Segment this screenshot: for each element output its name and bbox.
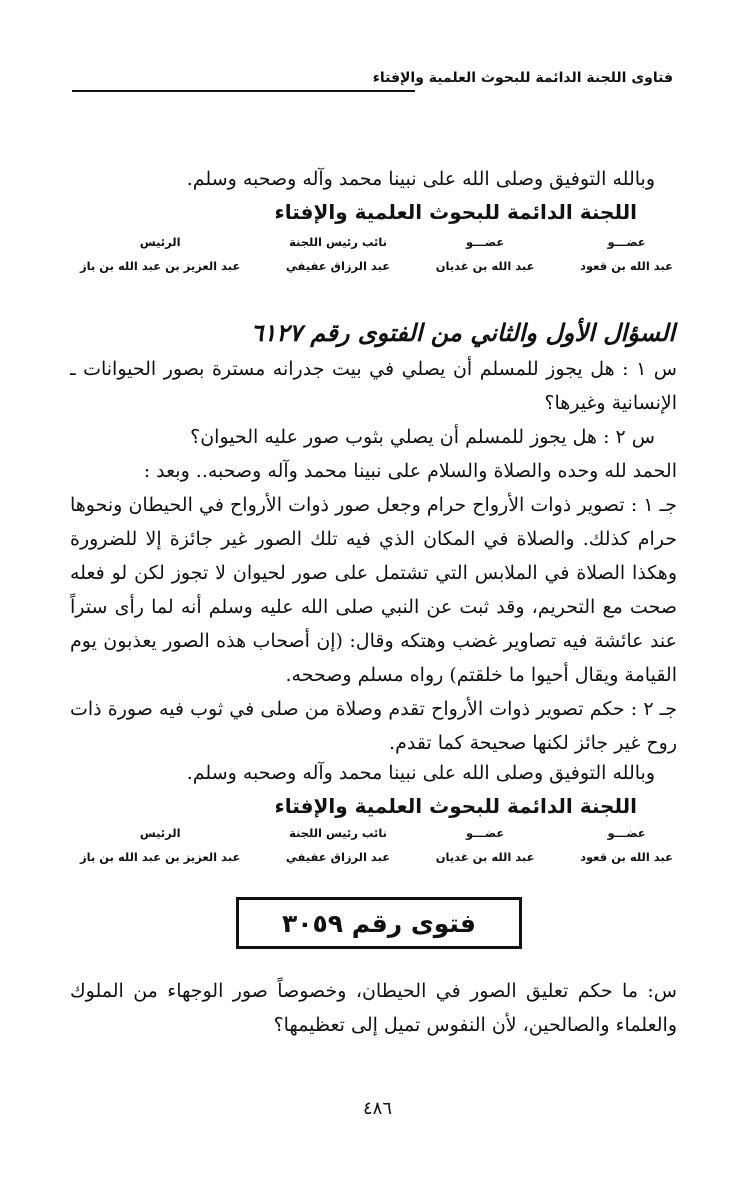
committee-name-2: اللجنة الدائمة للبحوث العلمية والإفتاء: [274, 794, 637, 818]
signatory: [286, 235, 390, 273]
signatory-role: عضـــو: [466, 826, 505, 840]
praise-text: الحمد لله وحده والصلاة والسلام على نبينا محمد وآله وصحبه.. وبعد :: [143, 460, 677, 482]
answer-1: [70, 488, 677, 692]
signatory-name: عبد العزيز بن عبد الله بن باز: [80, 850, 241, 864]
signatory-name: عبد الله بن غديان: [435, 259, 535, 273]
praise-line: [70, 454, 677, 488]
header-rule: [72, 90, 415, 92]
committee-name-1: اللجنة الدائمة للبحوث العلمية والإفتاء: [274, 200, 637, 224]
signatory-name: عبد الرزاق عفيفي: [285, 259, 391, 273]
signatory-role: نائب رئيس اللجنة: [289, 826, 387, 840]
signatory-name: عبد الله بن قعود: [580, 259, 673, 273]
signatory-name: عبد العزيز بن عبد الله بن باز: [80, 259, 241, 273]
signatory: [580, 826, 673, 864]
signatory: [286, 826, 390, 864]
fatwa-number: فتوى رقم ٣٠٥٩: [282, 908, 476, 938]
signatory: [436, 235, 535, 273]
signatory-role: الرئيس: [139, 826, 181, 840]
signatory: [436, 826, 535, 864]
question-3: [70, 974, 677, 1042]
answer-2: [70, 692, 677, 760]
signatures-2: [80, 826, 673, 864]
signatory-role: نائب رئيس اللجنة: [289, 235, 387, 249]
signatory-role: عضـــو: [466, 235, 505, 249]
running-header: فتاوى اللجنة الدائمة للبحوث العلمية والإفتاء: [372, 70, 673, 86]
signatory: [80, 235, 240, 273]
signatures-1: [80, 235, 673, 273]
signatory: [80, 826, 240, 864]
answer-2-text: جـ ٢ : حكم تصوير ذوات الأرواح تقدم وصلاة من صلى في ثوب فيه صورة ذات روح غير جائز لكنها صحيحة كما تقدم.: [70, 698, 677, 754]
signatory-role: الرئيس: [139, 235, 181, 249]
fatwa-number-box: [236, 897, 522, 949]
closing-line-1: وبالله التوفيق وصلى الله على نبينا محمد وآله وصحبه وسلم.: [186, 168, 655, 190]
section-title: السؤال الأول والثاني من الفتوى رقم ٦١٢٧: [250, 318, 675, 347]
signatory: [580, 235, 673, 273]
question-2: [70, 420, 655, 454]
answer-1-text: جـ ١ : تصوير ذوات الأرواح حرام وجعل صور ذوات الأرواح في الحيطان ونحوها حرام كذلك. والصلاة في المكان الذي فيه تلك الصور غير جائزة إلا للضرورة وهكذا الصلاة في الملابس التي تشتمل على صور لحيوان لا تجوز لكن لو فعله صحت مع التحريم، وقد ثبت عن النبي صلى الله عليه وسلم أنه لما رأى ستراً عند عائشة فيه تصاوير غضب وهتكه وقال: (إن أصحاب هذه الصور يعذبون يوم القيامة ويقال أحيوا ما خلقتم) رواه مسلم وصححه.: [70, 494, 677, 686]
signatory-name: عبد الله بن قعود: [580, 850, 673, 864]
closing-line-2: وبالله التوفيق وصلى الله على نبينا محمد وآله وصحبه وسلم.: [186, 762, 655, 784]
signatory-name: عبد الله بن غديان: [435, 850, 535, 864]
signatory-name: عبد الرزاق عفيفي: [285, 850, 391, 864]
signatory-role: عضـــو: [607, 235, 646, 249]
question-2-text: س ٢ : هل يجوز للمسلم أن يصلي بثوب صور عليه الحيوان؟: [190, 426, 655, 448]
page-number: ٤٨٦: [362, 1098, 392, 1119]
question-1: [70, 352, 677, 420]
question-1-text: س ١ : هل يجوز للمسلم أن يصلي في بيت جدرانه مسترة بصور الحيوانات ـ الإنسانية وغيرها؟: [70, 358, 678, 414]
signatory-role: عضـــو: [607, 826, 646, 840]
question-3-text: س: ما حكم تعليق الصور في الحيطان، وخصوصاً صور الوجهاء من الملوك والعلماء والصالحين، لأن النفوس تميل إلى تعظيمها؟: [70, 980, 677, 1036]
